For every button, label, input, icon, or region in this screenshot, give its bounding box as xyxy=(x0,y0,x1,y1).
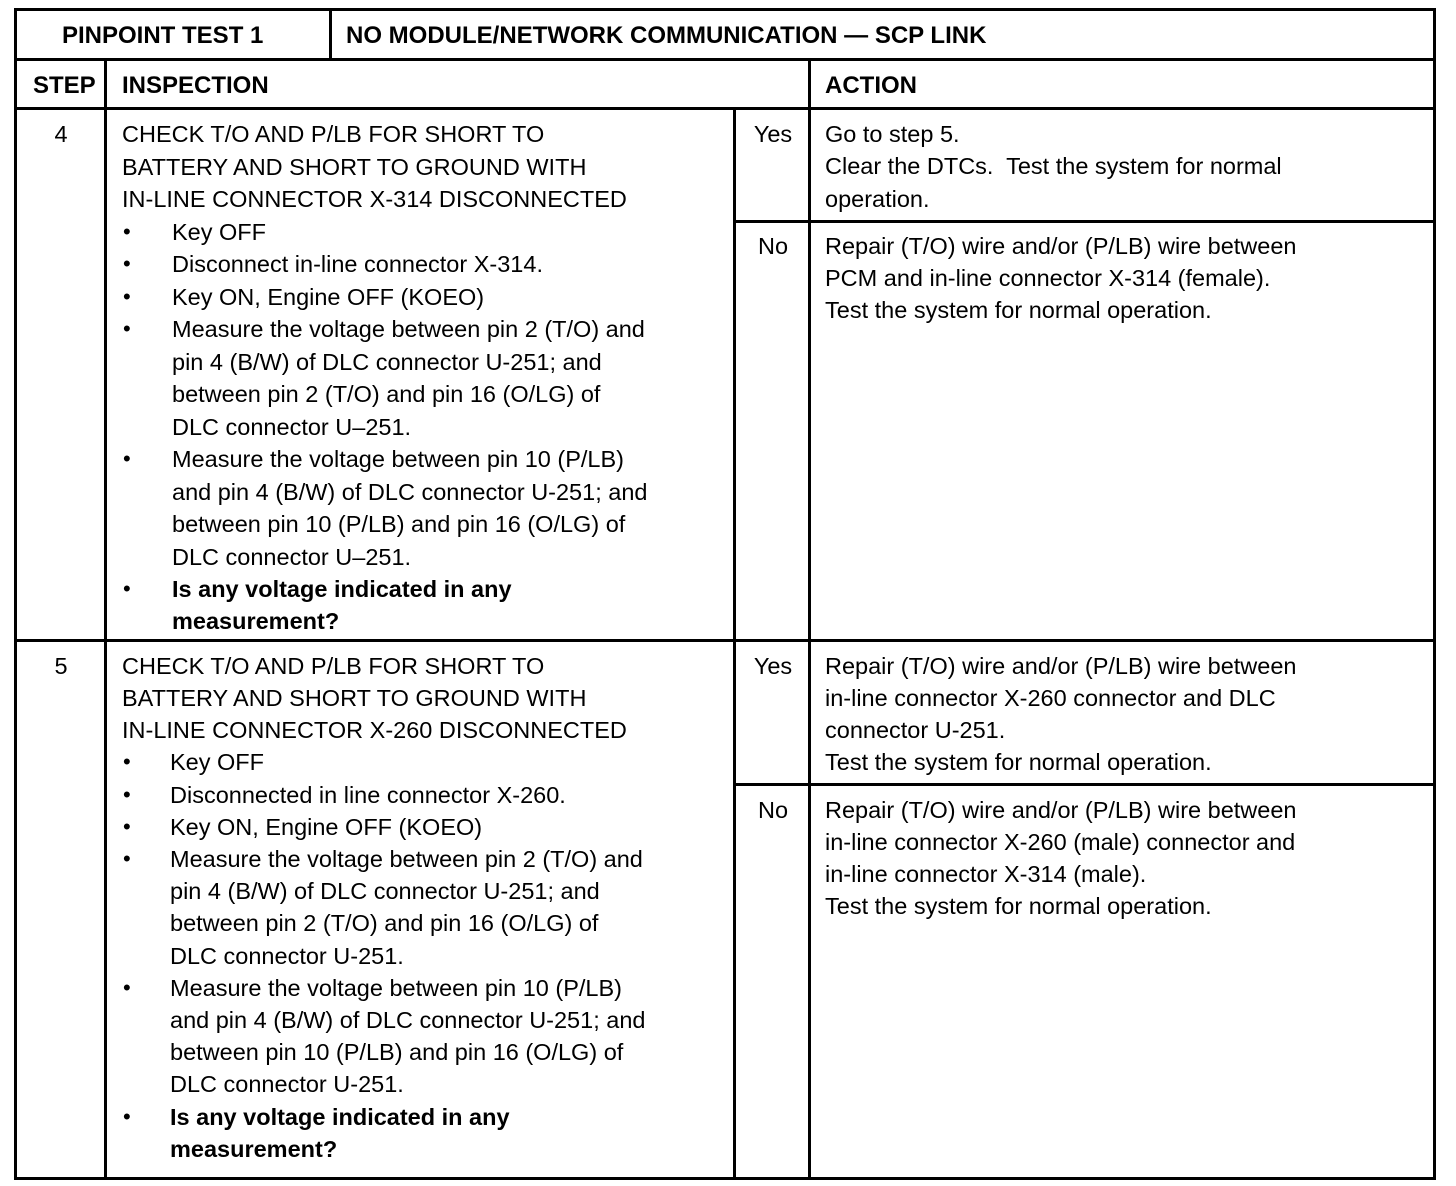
col-action: ACTION xyxy=(825,72,917,99)
bullet-item-line: Disconnect in-line connector X-314. xyxy=(172,251,543,277)
rule-step4-bottom xyxy=(14,639,1436,642)
bullet-item-line: pin 4 (B/W) of DLC connector U-251; and xyxy=(170,878,600,904)
action-line: Go to step 5. xyxy=(825,121,960,147)
question-line: Is any voltage indicated in any xyxy=(172,576,512,602)
bullet-item-line: pin 4 (B/W) of DLC connector U-251; and xyxy=(172,349,602,375)
bullet-item-line: between pin 10 (P/LB) and pin 16 (O/LG) of xyxy=(172,511,626,537)
action-line: Test the system for normal operation. xyxy=(825,893,1212,919)
rule-colhead-bottom xyxy=(14,107,1436,110)
bullet-dot: • xyxy=(123,251,131,276)
test-title: NO MODULE/NETWORK COMMUNICATION — SCP LINK xyxy=(346,22,987,49)
bullet-item-line: Key OFF xyxy=(172,219,267,245)
action-line: operation. xyxy=(825,186,930,212)
bullet-dot: • xyxy=(123,1104,131,1129)
action-line: Test the system for normal operation. xyxy=(825,749,1212,775)
question-line: measurement? xyxy=(170,1136,338,1162)
action-line: Test the system for normal operation. xyxy=(825,297,1212,323)
step-title-line: CHECK T/O AND P/LB FOR SHORT TO xyxy=(122,653,545,679)
rule-answer-col xyxy=(733,107,736,1178)
rule-step4-yes-no xyxy=(733,220,1436,223)
bullet-dot: • xyxy=(123,576,131,601)
action-line: Clear the DTCs. Test the system for normal xyxy=(825,153,1282,179)
bullet-item-line: Key ON, Engine OFF (KOEO) xyxy=(170,814,483,840)
rule-header-bottom xyxy=(14,58,1436,61)
bullet-dot: • xyxy=(123,284,131,309)
bullet-dot: • xyxy=(123,975,131,1000)
bullet-item-line: Measure the voltage between pin 10 (P/LB) xyxy=(172,446,624,472)
bullet-dot: • xyxy=(123,446,131,471)
action-line: in-line connector X-260 connector and DLC xyxy=(825,685,1276,711)
bullet-item-line: and pin 4 (B/W) of DLC connector U-251; and xyxy=(170,1007,646,1033)
question-line: Is any voltage indicated in any xyxy=(170,1104,510,1130)
action-line: Repair (T/O) wire and/or (P/LB) wire between xyxy=(825,653,1297,679)
step-title-line: CHECK T/O AND P/LB FOR SHORT TO xyxy=(122,121,545,147)
bullet-item-line: DLC connector U-251. xyxy=(170,943,404,969)
bullet-item-line: DLC connector U-251. xyxy=(170,1071,404,1097)
rule-action-col xyxy=(808,58,811,1178)
yes-label: Yes xyxy=(753,121,793,147)
bullet-item-line: Disconnected in line connector X-260. xyxy=(170,782,566,808)
bullet-item-line: DLC connector U–251. xyxy=(172,414,412,440)
rule-step-col xyxy=(104,58,107,1178)
bullet-dot: • xyxy=(123,782,131,807)
bullet-item-line: Measure the voltage between pin 2 (T/O) and xyxy=(170,846,643,872)
step-number: 4 xyxy=(54,121,68,147)
action-line: in-line connector X-260 (male) connector and xyxy=(825,829,1296,855)
test-id: PINPOINT TEST 1 xyxy=(62,22,264,49)
bullet-dot: • xyxy=(123,749,131,774)
action-line: connector U-251. xyxy=(825,717,1006,743)
step-title-line: IN-LINE CONNECTOR X-260 DISCONNECTED xyxy=(122,717,627,743)
bullet-item-line: and pin 4 (B/W) of DLC connector U-251; and xyxy=(172,479,648,505)
action-line: in-line connector X-314 (male). xyxy=(825,861,1147,887)
bullet-dot: • xyxy=(123,316,131,341)
action-line: Repair (T/O) wire and/or (P/LB) wire between xyxy=(825,797,1297,823)
bullet-item-line: Key ON, Engine OFF (KOEO) xyxy=(172,284,485,310)
bullet-dot: • xyxy=(123,219,131,244)
question-line: measurement? xyxy=(172,608,340,634)
step-title-line: BATTERY AND SHORT TO GROUND WITH xyxy=(122,685,587,711)
col-inspection: INSPECTION xyxy=(122,72,269,99)
bullet-item-line: between pin 2 (T/O) and pin 16 (O/LG) of xyxy=(170,910,599,936)
bullet-item-line: between pin 2 (T/O) and pin 16 (O/LG) of xyxy=(172,381,601,407)
bullet-item-line: Measure the voltage between pin 10 (P/LB) xyxy=(170,975,622,1001)
step-title-line: BATTERY AND SHORT TO GROUND WITH xyxy=(122,154,587,180)
yes-label: Yes xyxy=(753,653,793,679)
action-line: PCM and in-line connector X-314 (female). xyxy=(825,265,1271,291)
bullet-item-line: DLC connector U–251. xyxy=(172,544,412,570)
bullet-dot: • xyxy=(123,814,131,839)
step-number: 5 xyxy=(54,653,68,679)
bullet-item-line: Key OFF xyxy=(170,749,265,775)
bullet-item-line: between pin 10 (P/LB) and pin 16 (O/LG) of xyxy=(170,1039,624,1065)
bullet-item-line: Measure the voltage between pin 2 (T/O) and xyxy=(172,316,645,342)
col-step: STEP xyxy=(33,72,96,99)
rule-title-divider xyxy=(329,8,332,60)
no-label: No xyxy=(757,233,789,259)
bullet-dot: • xyxy=(123,846,131,871)
rule-step5-yes-no xyxy=(733,783,1436,786)
step-title-line: IN-LINE CONNECTOR X-314 DISCONNECTED xyxy=(122,186,627,212)
no-label: No xyxy=(757,797,789,823)
action-line: Repair (T/O) wire and/or (P/LB) wire between xyxy=(825,233,1297,259)
